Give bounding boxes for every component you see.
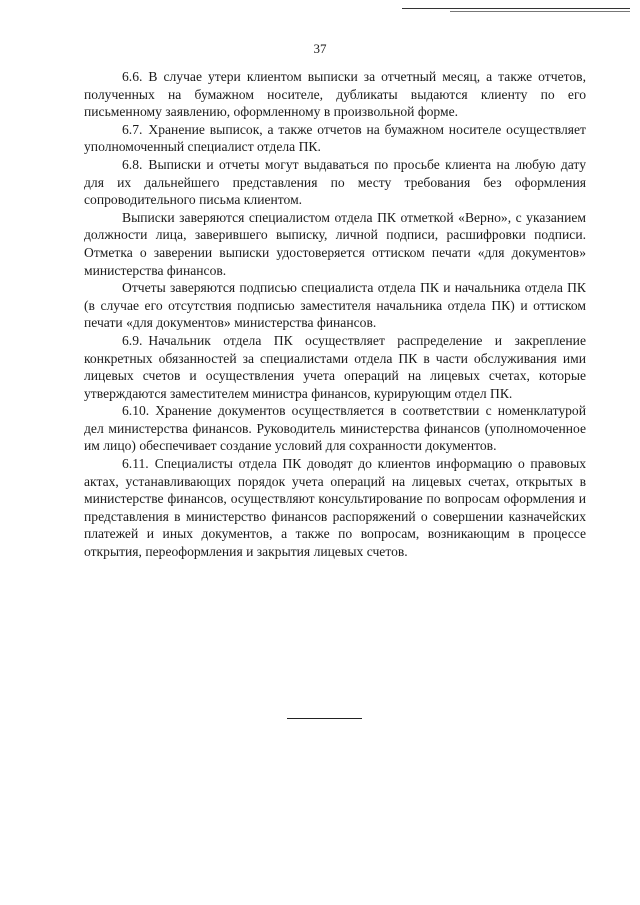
paragraph-number: 6.7. [122, 121, 143, 137]
paragraph-statements-certification [84, 209, 586, 279]
page-number: 37 [313, 41, 327, 56]
paragraph-number: 6.6. [122, 69, 143, 84]
paragraph-text: В случае утери клиентом выписки за отчетный месяц, а также отчетов, полученных на бумажном носителе, дубликаты выдаются клиенту по его письменному заявлению, оформленному в произвольной форме. [84, 69, 586, 120]
paragraph-text: Хранение документов осуществляется в соответствии с номенклатурой дел министерства финансов. Руководитель министерства финансов (уполномоченное им лицо) обеспечивает создание условий для сохранности документов. [84, 403, 586, 454]
paragraph-number: 6.9. [122, 332, 143, 348]
paragraph-text: Выписки заверяются специалистом отдела ПК отметкой «Верно», с указанием должности лица, заверившего выписку, личной подписи, расшифровки подписи. Отметка о заверении выписки удостоверяется оттиском печати «для документов» министерства финансов. [84, 209, 586, 278]
paragraph-text: Выписки и отчеты могут выдаваться по просьбе клиента на любую дату для их дальнейшего представления по месту требования без оформления сопроводительного письма клиентом. [84, 156, 586, 208]
paragraph-number: 6.10. [122, 403, 150, 419]
document-body [84, 68, 586, 561]
top-rule [402, 8, 630, 9]
top-rule-secondary [450, 11, 630, 12]
paragraph-text: Хранение выписок, а также отчетов на бумажном носителе осуществляет уполномоченный специалист отдела ПК. [84, 121, 586, 155]
paragraph-text: Специалисты отдела ПК доводят до клиентов информацию о правовых актах, устанавливающих порядок учета операций на лицевых счетах, открытых в министерстве финансов, осуществляют консультирование по вопросам оформления и представления в министерство финансов распоряжений о совершении казначейских платежей и иных документов, а также по вопросам, возникающим в процессе открытия, переоформления и закрытия лицевых счетов. [84, 456, 586, 560]
paragraph-6-7 [84, 121, 586, 156]
paragraph-text: Отчеты заверяются подписью специалиста отдела ПК и начальника отдела ПК (в случае его отсутствия подписью заместителя начальника отдела ПК) и оттиском печати «для документов» министерства финансов. [84, 280, 586, 331]
paragraph-6-11 [84, 455, 586, 561]
paragraph-6-9 [84, 332, 586, 402]
paragraph-number: 6.11. [122, 456, 149, 472]
paragraph-6-8 [84, 156, 586, 209]
end-of-document-rule [287, 718, 362, 719]
paragraph-6-6 [84, 68, 586, 121]
paragraph-6-10 [84, 402, 586, 455]
paragraph-reports-certification [84, 279, 586, 332]
paragraph-number: 6.8. [122, 156, 143, 172]
paragraph-text: Начальник отдела ПК осуществляет распределение и закрепление конкретных обязанностей за специалистами отдела ПК в части обслуживания ими лицевых счетов и осуществления учета операций на лицевых счетах, которые утверждаются заместителем министра финансов, курирующим отдел ПК. [84, 332, 586, 401]
